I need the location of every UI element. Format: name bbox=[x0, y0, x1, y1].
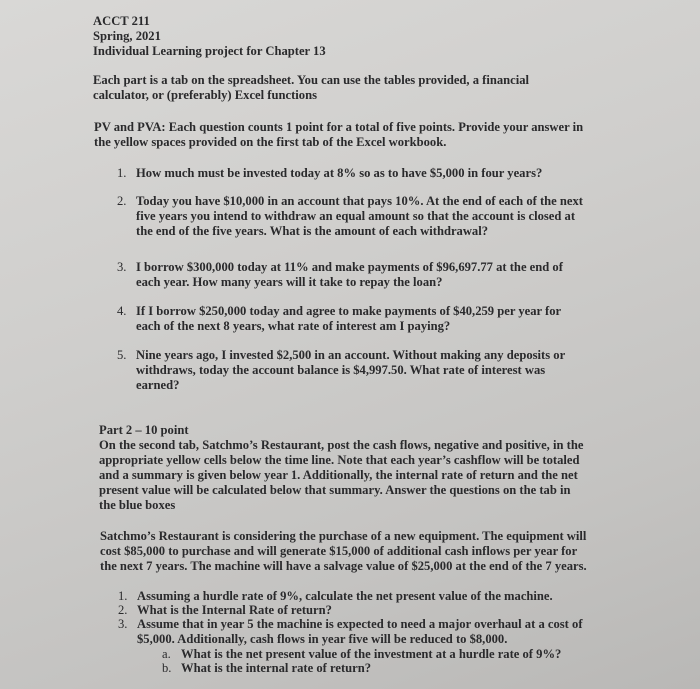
question-line: Today you have $10,000 in an account that pays 10%. At the end of each of the next bbox=[136, 194, 583, 208]
question-text bbox=[136, 194, 583, 239]
question-line: five years you intend to withdraw an equal amount so that the account is closed at bbox=[136, 209, 576, 223]
question-text: What is the internal rate of return? bbox=[181, 661, 372, 675]
question-line: each year. How many years will it take to repay the loan? bbox=[136, 275, 443, 289]
instruction-line: the yellow spaces provided on the first tab of the Excel workbook. bbox=[94, 135, 447, 149]
intro-paragraph bbox=[93, 73, 529, 103]
question-line: I borrow $300,000 today at 11% and make payments of $96,697.77 at the end of bbox=[136, 260, 563, 274]
question-number: 4. bbox=[117, 304, 127, 318]
part2-heading: Part 2 – 10 point bbox=[99, 423, 189, 437]
part1-instructions bbox=[94, 120, 583, 150]
question-number: 1. bbox=[117, 166, 127, 180]
scenario-line: cost $85,000 to purchase and will generate $15,000 of additional cash inflows per year for bbox=[100, 544, 578, 558]
question-line: each of the next 8 years, what rate of interest am I paying? bbox=[136, 319, 451, 333]
question-number: a. bbox=[162, 647, 171, 661]
question-text: What is the net present value of the investment at a hurdle rate of 9%? bbox=[181, 647, 562, 661]
question-line: the end of the five years. What is the amount of each withdrawal? bbox=[136, 224, 489, 238]
question-text bbox=[137, 603, 332, 618]
scenario-line: the next 7 years. The machine will have a salvage value of $25,000 at the end of the 7 years. bbox=[100, 559, 587, 573]
question-line: How much must be invested today at 8% so as to have $5,000 in four years? bbox=[136, 166, 543, 180]
project-title: Individual Learning project for Chapter 13 bbox=[93, 44, 326, 58]
term: Spring, 2021 bbox=[93, 29, 161, 43]
question-line: earned? bbox=[136, 378, 180, 392]
question-text bbox=[136, 166, 542, 181]
question-text bbox=[136, 304, 561, 334]
intro-line: calculator, or (preferably) Excel functions bbox=[93, 88, 317, 102]
document-header bbox=[93, 14, 326, 59]
instruction-line: On the second tab, Satchmo’s Restaurant, post the cash flows, negative and positive, in the bbox=[99, 438, 584, 452]
question-text bbox=[136, 348, 565, 393]
instruction-line: the blue boxes bbox=[99, 498, 176, 512]
question-number: 2. bbox=[118, 603, 128, 617]
question-line: Nine years ago, I invested $2,500 in an account. Without making any deposits or bbox=[136, 348, 566, 362]
instruction-line: and a summary is given below year 1. Additionally, the internal rate of return and the net bbox=[99, 468, 578, 482]
question-number: 5. bbox=[117, 348, 127, 362]
question-number: 2. bbox=[117, 194, 127, 208]
question-line: Assume that in year 5 the machine is expected to need a major overhaul at a cost of bbox=[137, 617, 583, 631]
instruction-line: appropriate yellow cells below the time line. Note that each year’s cashflow will be totaled bbox=[99, 453, 580, 467]
question-line: $5,000. Additionally, cash flows in year five will be reduced to $8,000. bbox=[137, 632, 508, 646]
instruction-line: PV and PVA: Each question counts 1 point for a total of five points. Provide your answer in bbox=[94, 120, 584, 134]
question-line: withdraws, today the account balance is $4,997.50. What rate of interest was bbox=[136, 363, 546, 377]
question-number: b. bbox=[162, 661, 172, 675]
question-text bbox=[136, 260, 563, 290]
part2-section bbox=[99, 423, 583, 513]
question-number: 3. bbox=[118, 617, 128, 631]
course-code: ACCT 211 bbox=[93, 14, 150, 28]
question-number: 1. bbox=[118, 589, 128, 603]
part2-scenario bbox=[100, 529, 587, 574]
question-text bbox=[137, 617, 583, 647]
question-text bbox=[137, 589, 553, 604]
intro-line: Each part is a tab on the spreadsheet. You can use the tables provided, a financial bbox=[93, 73, 530, 87]
instruction-line: present value will be calculated below that summary. Answer the questions on the tab in bbox=[99, 483, 571, 497]
question-line: What is the Internal Rate of return? bbox=[137, 603, 332, 617]
question-line: If I borrow $250,000 today and agree to make payments of $40,259 per year for bbox=[136, 304, 562, 318]
scenario-line: Satchmo’s Restaurant is considering the purchase of a new equipment. The equipment will bbox=[100, 529, 587, 543]
question-line: Assuming a hurdle rate of 9%, calculate the net present value of the machine. bbox=[137, 589, 553, 603]
question-number: 3. bbox=[117, 260, 127, 274]
